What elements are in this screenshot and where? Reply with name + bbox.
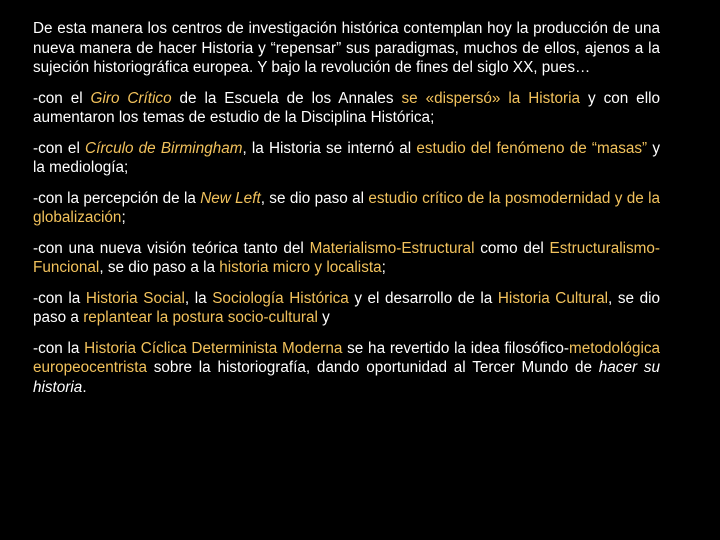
- text-run: -con la percepción de la: [33, 189, 201, 207]
- slide-text-block: [33, 19, 660, 408]
- text-run: , se dio paso a la: [99, 259, 220, 276]
- text-run: sobre la historiografía, dando oportunidad al Tercer Mundo de: [146, 359, 599, 376]
- text-run: -con la: [33, 289, 86, 307]
- highlighted-term: Giro Crítico: [90, 89, 172, 107]
- highlighted-term: estudio del fenómeno de “masas”: [416, 139, 648, 157]
- text-run: .: [82, 378, 87, 396]
- text-run: y con ello aumentaron los temas de estudio de la Disciplina Histórica;: [33, 89, 660, 126]
- text-run: y el desarrollo de la: [348, 289, 498, 307]
- highlighted-term: New Left: [200, 189, 261, 207]
- paragraph-7: [33, 339, 660, 398]
- text-run: se ha revertido la idea filosófico-: [342, 339, 570, 357]
- highlighted-term: Círculo de Birmingham: [85, 139, 243, 157]
- text-run: De esta manera los centros de investigación histórica contemplan hoy la producción de una nueva manera de hacer Historia y “repensar” sus paradigmas, muchos de ellos, ajenos a la sujeción historiográfica europea. Y bajo la revolución de fines del siglo XX, pues…: [33, 20, 660, 76]
- highlighted-term: Sociología Histórica: [212, 289, 349, 307]
- highlighted-term: Historia Social: [85, 289, 185, 307]
- highlighted-term: Historia Cultural: [497, 289, 609, 307]
- highlighted-term: estudio crítico de la posmodernidad y de la globalización: [33, 189, 660, 226]
- paragraph-4: [33, 189, 660, 228]
- text-run: y la mediología;: [33, 139, 660, 176]
- text-run: hacer su historia: [33, 359, 660, 396]
- text-run: -con el: [33, 89, 91, 107]
- highlighted-term: historia micro y localista: [219, 259, 382, 276]
- text-run: -con la: [33, 339, 85, 357]
- text-run: -con una nueva visión teórica tanto del: [33, 239, 310, 257]
- text-run: como del: [474, 239, 550, 257]
- text-run: y: [317, 309, 330, 326]
- text-run: , la Historia se internó al: [242, 139, 417, 157]
- paragraph-6: [33, 289, 660, 328]
- highlighted-term: replantear la postura socio-cultural: [83, 309, 318, 326]
- text-run: de la Escuela de los Annales: [171, 89, 402, 107]
- paragraph-1: [33, 19, 660, 78]
- text-run: , se dio paso a: [33, 289, 660, 326]
- text-run: , se dio paso al: [260, 189, 369, 207]
- highlighted-term: se «dispersó» la Historia: [401, 89, 581, 107]
- text-run: ;: [121, 209, 126, 226]
- highlighted-term: Historia Cíclica Determinista Moderna: [84, 339, 343, 357]
- paragraph-2: [33, 89, 660, 128]
- highlighted-term: metodológica europeocentrista: [33, 339, 661, 376]
- paragraph-3: [33, 139, 660, 178]
- text-run: , la: [184, 289, 213, 307]
- paragraph-5: [33, 239, 660, 278]
- text-run: ;: [381, 259, 386, 276]
- text-run: -con el: [33, 139, 86, 157]
- highlighted-term: Materialismo-Estructural: [309, 239, 475, 257]
- highlighted-term: Estructuralismo-Funcional: [33, 239, 660, 276]
